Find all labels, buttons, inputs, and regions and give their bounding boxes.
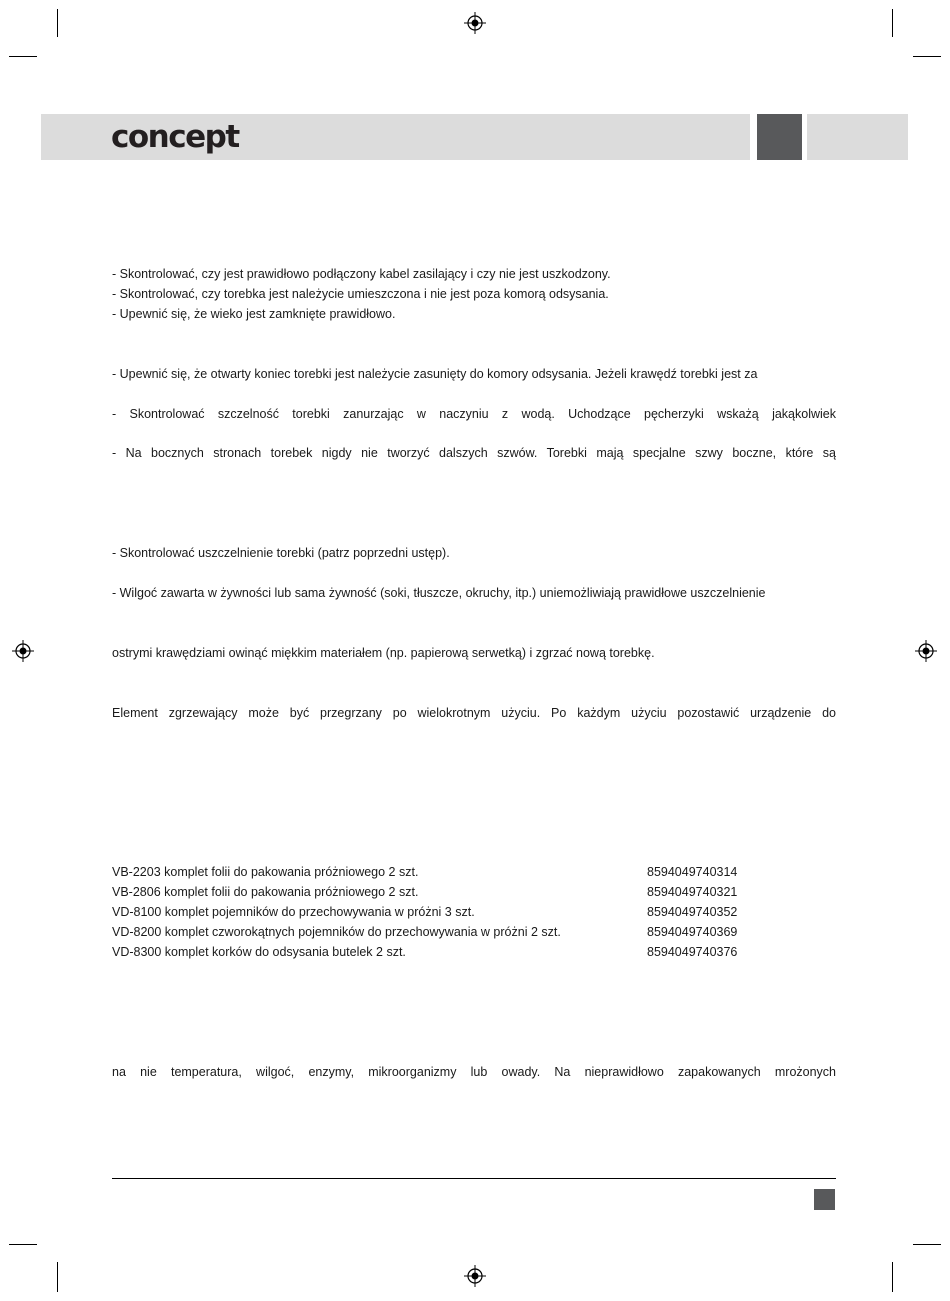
accessory-code: 8594049740314 [647, 865, 738, 879]
accessory-code: 8594049740352 [647, 905, 738, 919]
crop-mark [57, 1262, 58, 1292]
check-item: - Upewnić się, że wieko jest zamknięte prawidłowo. [112, 307, 396, 321]
accessory-name: VD-8100 komplet pojemników do przechowywania w próżni 3 szt. [112, 905, 475, 919]
check-item: - Na bocznych stronach torebek nigdy nie tworzyć dalszych szwów. Torebki mają specjalne szwy boczne, które są [112, 446, 836, 460]
accessory-name: VD-8300 komplet korków do odsysania butelek 2 szt. [112, 945, 406, 959]
crop-mark [913, 1244, 941, 1245]
page-number-box [814, 1189, 835, 1210]
crop-mark [892, 9, 893, 37]
check-item: - Upewnić się, że otwarty koniec torebki jest należycie zasunięty do komory odsysania. Jeżeli krawędź torebki jest za [112, 367, 758, 381]
crop-mark [57, 9, 58, 37]
check-item: - Skontrolować uszczelnienie torebki (patrz poprzedni ustęp). [112, 546, 450, 560]
check-item: - Wilgoć zawarta w żywności lub sama żywność (soki, tłuszcze, okruchy, itp.) uniemożliwiają prawidłowe uszczelnienie [112, 586, 766, 600]
footer-rule [112, 1178, 836, 1179]
accessory-code: 8594049740321 [647, 885, 738, 899]
registration-mark-icon [915, 640, 937, 662]
brand-logo: concept [111, 119, 239, 155]
accessory-code: 8594049740376 [647, 945, 738, 959]
check-item: - Skontrolować, czy torebka jest należycie umieszczona i nie jest poza komorą odsysania. [112, 287, 609, 301]
header-tab-dark [757, 114, 802, 160]
accessory-name: VD-8200 komplet czworokątnych pojemników do przechowywania w próżni 2 szt. [112, 925, 561, 939]
crop-mark [9, 1244, 37, 1245]
crop-mark [913, 56, 941, 57]
paragraph-line: Element zgrzewający może być przegrzany po wielokrotnym użyciu. Po każdym użyciu pozostawić urządzenie do [112, 706, 836, 720]
paragraph-line: ostrymi krawędziami owinąć miękkim materiałem (np. papierową serwetką) i zgrzać nową torebkę. [112, 646, 655, 660]
registration-mark-icon [464, 1265, 486, 1287]
check-item: - Skontrolować szczelność torebki zanurzając w naczyniu z wodą. Uchodzące pęcherzyki wskażą jakąkolwiek [112, 407, 836, 421]
registration-mark-icon [12, 640, 34, 662]
crop-mark [9, 56, 37, 57]
accessory-name: VB-2203 komplet folii do pakowania próżniowego 2 szt. [112, 865, 419, 879]
accessory-name: VB-2806 komplet folii do pakowania próżniowego 2 szt. [112, 885, 419, 899]
header-tab-light [807, 114, 908, 160]
paragraph-line: na nie temperatura, wilgoć, enzymy, mikroorganizmy lub owady. Na nieprawidłowo zapakowanych mrożonych [112, 1065, 836, 1079]
crop-mark [892, 1262, 893, 1292]
registration-mark-icon [464, 12, 486, 34]
check-item: - Skontrolować, czy jest prawidłowo podłączony kabel zasilający i czy nie jest uszkodzony. [112, 267, 611, 281]
accessory-code: 8594049740369 [647, 925, 738, 939]
